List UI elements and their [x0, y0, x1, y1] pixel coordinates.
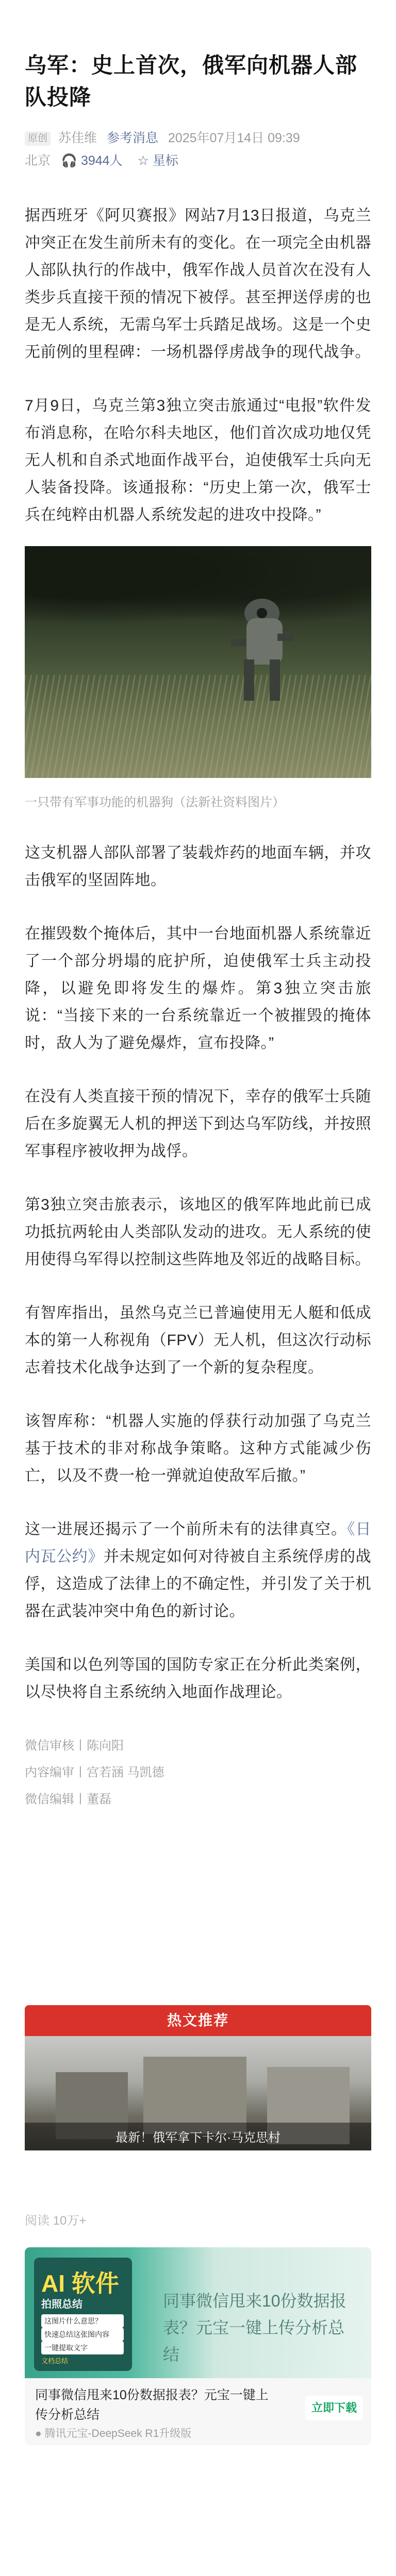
ad-source-label: 腾讯元宝-DeepSeek R1升级版: [44, 2428, 192, 2439]
ad-box-subtitle: 拍照总结: [41, 2299, 82, 2310]
robot-dog-figure: [221, 582, 298, 716]
ad-source-icon: ●: [35, 2428, 45, 2439]
ad-image[interactable]: [25, 2247, 371, 2378]
paragraph: 美国和以色列等国的国防专家正在分析此类案例，以尽快将自主系统纳入地面作战理论。: [25, 1656, 371, 1701]
ad-box-question: 快速总结这张图内容: [41, 2328, 124, 2341]
listen-count[interactable]: 3944人: [80, 154, 123, 168]
paragraph: 这支机器人部队部署了装载炸药的地面车辆，并攻击俄军的坚固阵地。: [25, 844, 371, 889]
paragraph: 有智库指出，虽然乌克兰已普遍使用无人艇和低成本的第一人称视角（FPV）无人机，但这次行动标志着技术化战争达到了一个新的复杂程度。: [25, 1304, 371, 1376]
photo-caption: 一只带有军事功能的机器狗（法新社资料图片）: [25, 795, 285, 809]
star-label[interactable]: 星标: [152, 154, 178, 168]
paragraph: 在没有人类直接干预的情况下，幸存的俄军士兵随后在多旋翼无人机的押送下到达乌军防线，并按照军事程序被收押为战俘。: [25, 1088, 371, 1160]
paragraph: 第3独立突击旅表示，该地区的俄军阵地此前已成功抵抗两轮由人类部队发动的进攻。无人系统的使用使得乌军得以控制这些阵地及邻近的战略目标。: [25, 1196, 371, 1268]
paragraph-law: [25, 1516, 371, 1625]
ad-box-title: AI 软件: [41, 2270, 119, 2297]
ad-headline: 同事微信甩来10份数据报表？元宝一键上传分析总结: [163, 2292, 346, 2364]
article-meta: [25, 127, 371, 149]
editor-line: 微信编辑丨董磊: [25, 1792, 111, 1806]
ad-source: [35, 2425, 191, 2441]
article-meta-2: [25, 149, 371, 172]
download-button[interactable]: 立即下载: [305, 2396, 363, 2420]
geneva-convention-link[interactable]: 《日内瓦公约》: [25, 1521, 372, 1565]
paragraph-law-post: 并未规定如何对待被自主系统俘虏的战俘，这造成了法律上的不确定性，并引发了关于机器在武装冲突中角色的新讨论。: [25, 1548, 372, 1620]
editor-line: 内容编审丨宫若涵 马凯德: [25, 1766, 164, 1780]
hot-header: 热文推荐: [25, 2005, 371, 2036]
publish-datetime: 2025年07月14日 09:39: [168, 131, 300, 145]
ad-box-question: 一键提取文字: [41, 2341, 124, 2354]
ad-title[interactable]: 同事微信甩来10份数据报表？元宝一键上传分析总结: [35, 2388, 269, 2422]
article-body: [25, 49, 371, 1813]
author-name: 苏佳维: [58, 131, 97, 145]
star-icon[interactable]: ☆: [137, 154, 149, 168]
original-badge: 原创: [25, 131, 51, 146]
source-account-link[interactable]: 参考消息: [106, 131, 158, 145]
ad-box-question: 这图片什么意思？: [41, 2314, 124, 2328]
paragraph: 在摧毁数个掩体后，其中一台地面机器人系统靠近了一个部分坍塌的庇护所，迫使俄军士兵主动投降，以避免即将发生的爆炸。第3独立突击旅说：“当接下来的一台系统靠近一个被摧毁的掩体时，敌人为了避免爆炸，宣布投降。”: [25, 925, 371, 1052]
article-title: 乌军：史上首次，俄军向机器人部队投降: [25, 53, 358, 109]
listen-icon: 🎧: [54, 154, 77, 168]
read-count: 阅读 10万+: [25, 2214, 87, 2228]
publish-location: 北京: [25, 154, 51, 168]
editor-credits: [25, 1733, 371, 1813]
robot-dog-photo[interactable]: [25, 546, 371, 778]
editor-line: 微信审核丨陈向阳: [25, 1739, 124, 1753]
ad-promo-box: [34, 2258, 132, 2371]
hot-article-caption: 最新！俄军拿下卡尔·马克思村: [116, 2131, 280, 2145]
paragraph-law-pre: 这一进展还揭示了一个前所未有的法律真空。: [25, 1521, 348, 1538]
paragraph: 该智库称：“机器人实施的俘获行动加强了乌克兰基于技术的非对称战争策略。这种方式能减少伤亡，以及不费一枪一弹就迫使敌军后撤。”: [25, 1413, 371, 1484]
ad-box-footer: 文档总结: [41, 2357, 69, 2365]
paragraph: 据西班牙《阿贝赛报》网站7月13日报道，乌克兰冲突正在发生前所未有的变化。在一项完全由机器人部队执行的作战中，俄军作战人员首次在没有人类步兵直接干预的情况下被俘。甚至押送俘虏的也是无人系统，无需乌军士兵踏足战场。这是一个史无前例的里程碑：一场机器俘虏战争的现代战争。: [25, 207, 371, 361]
hot-article-card[interactable]: [25, 2036, 371, 2150]
ad-card[interactable]: [25, 2247, 371, 2445]
hot-articles: [25, 2005, 371, 2150]
paragraph: 7月9日，乌克兰第3独立突击旅通过“电报”软件发布消息称，在哈尔科夫地区，他们首次成功地仅凭无人机和自杀式地面作战平台，迫使俄军士兵向无人装备投降。该通报称：“历史上第一次，俄军士兵在纯粹由机器人系统发起的进攻中投降。”: [25, 397, 371, 523]
